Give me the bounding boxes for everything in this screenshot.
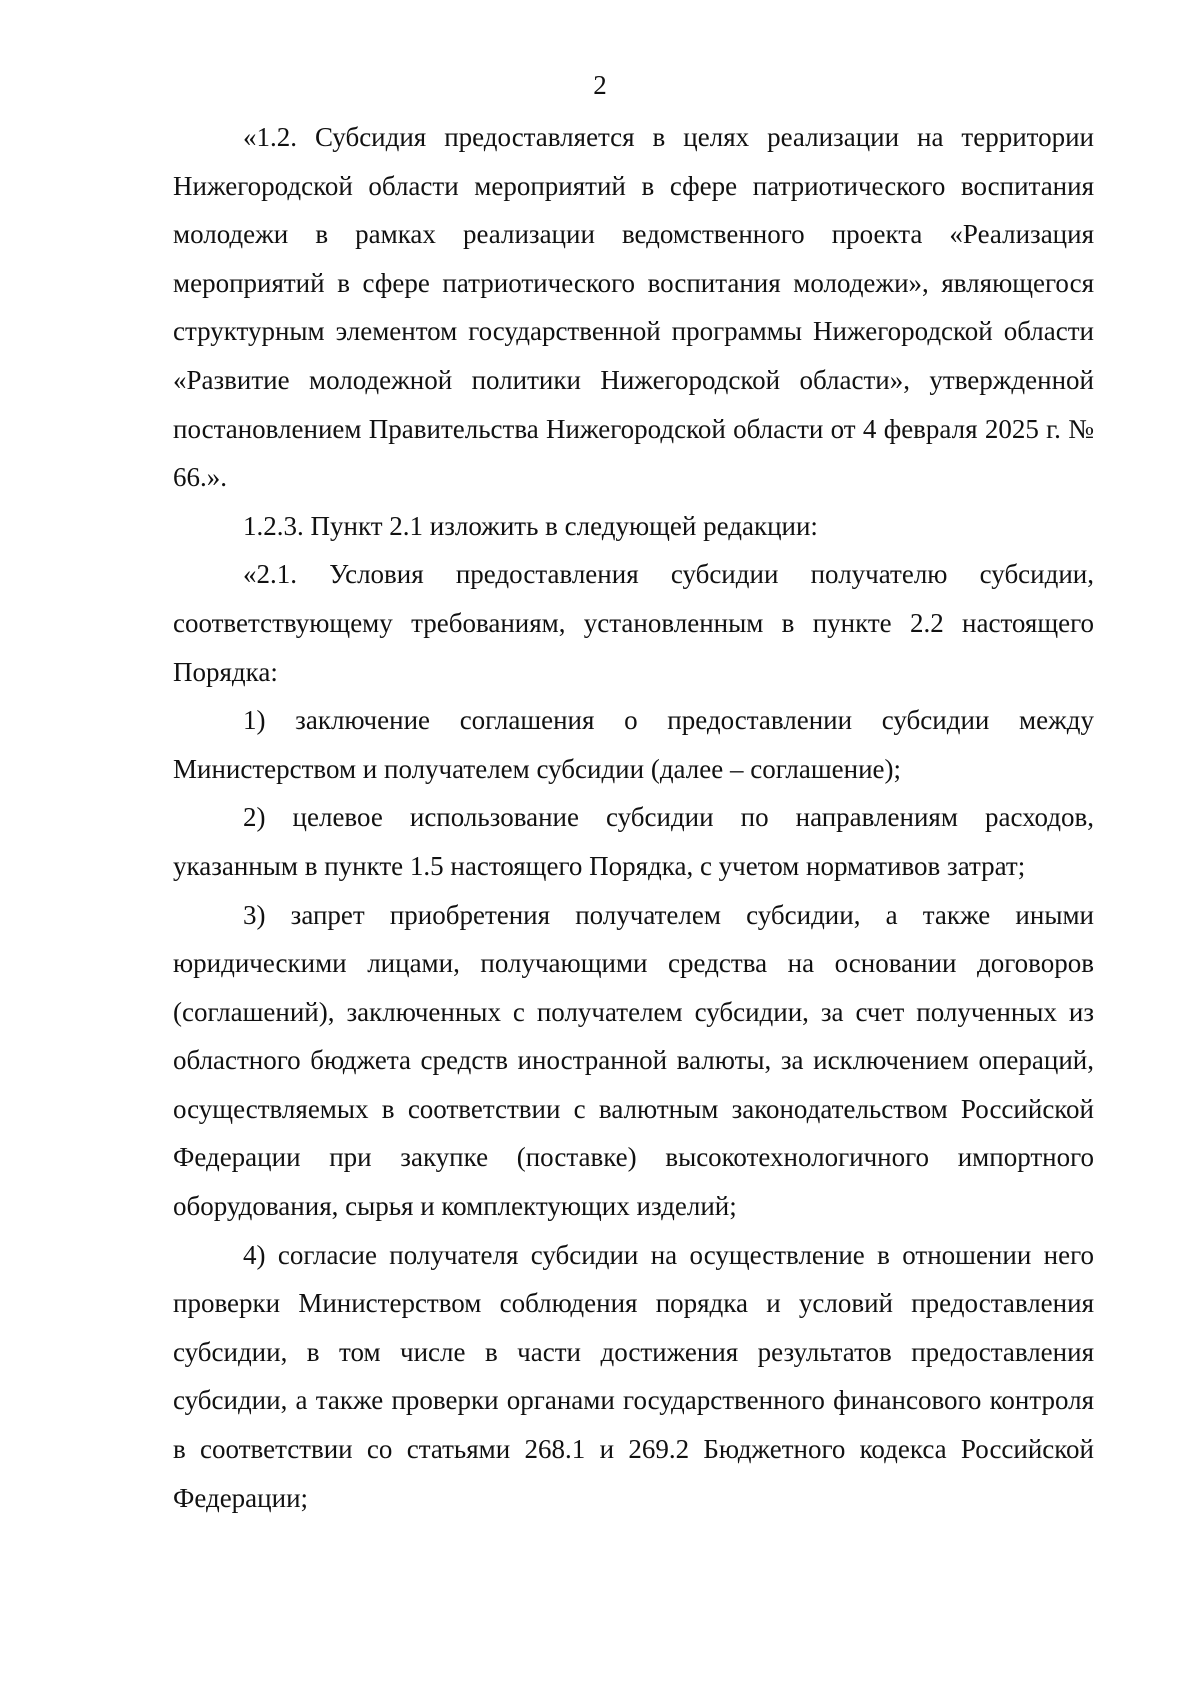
paragraph-2-1-conditions: «2.1. Условия предоставления субсидии получателю субсидии, соответствующему требованиям, установленным в пункте 2.2 настоящего Порядка: (173, 559, 1094, 687)
paragraph-1-2-3-amendment: 1.2.3. Пункт 2.1 изложить в следующей редакции: (243, 510, 818, 541)
list-item-3-currency-ban: 3) запрет приобретения получателем субсидии, а также иными юридическими лицами, получающими средства на основании договоров (соглашений), заключенных с получателем субсидии, за счет полученных из областного бюджета средств иностранной валюты, за исключением операций, осуществляемых в соответствии с валютным законодательством Российской Федерации при закупке (поставке) высокотехнологичного импортного оборудования, сырья и комплектующих изделий; (173, 899, 1094, 1222)
document-body (173, 113, 1094, 1522)
list-item-2-target-use: 2) целевое использование субсидии по направлениям расходов, указанным в пункте 1.5 настоящего Порядка, с учетом нормативов затрат; (173, 802, 1094, 881)
list-item-4-inspection-consent: 4) согласие получателя субсидии на осуществление в отношении него проверки Министерством соблюдения порядка и условий предоставления субсидии, в том числе в части достижения результатов предоставления субсидии, а также проверки органами государственного финансового контроля в соответствии со статьями 268.1 и 269.2 Бюджетного кодекса Российской Федерации; (173, 1239, 1094, 1513)
paragraph-1-2-subsidy-purpose: «1.2. Субсидия предоставляется в целях реализации на территории Нижегородской области мероприятий в сфере патриотического воспитания молодежи в рамках реализации ведомственного проекта «Реализация мероприятий в сфере патриотического воспитания молодежи», являющегося структурным элементом государственной программы Нижегородской области «Развитие молодежной политики Нижегородской области», утвержденной постановлением Правительства Нижегородской области от 4 февраля 2025 г. № 66.». (173, 122, 1094, 493)
list-item-1-agreement: 1) заключение соглашения о предоставлении субсидии между Министерством и получателем субсидии (далее – соглашение); (173, 705, 1094, 784)
page-number: 2 (593, 70, 607, 100)
